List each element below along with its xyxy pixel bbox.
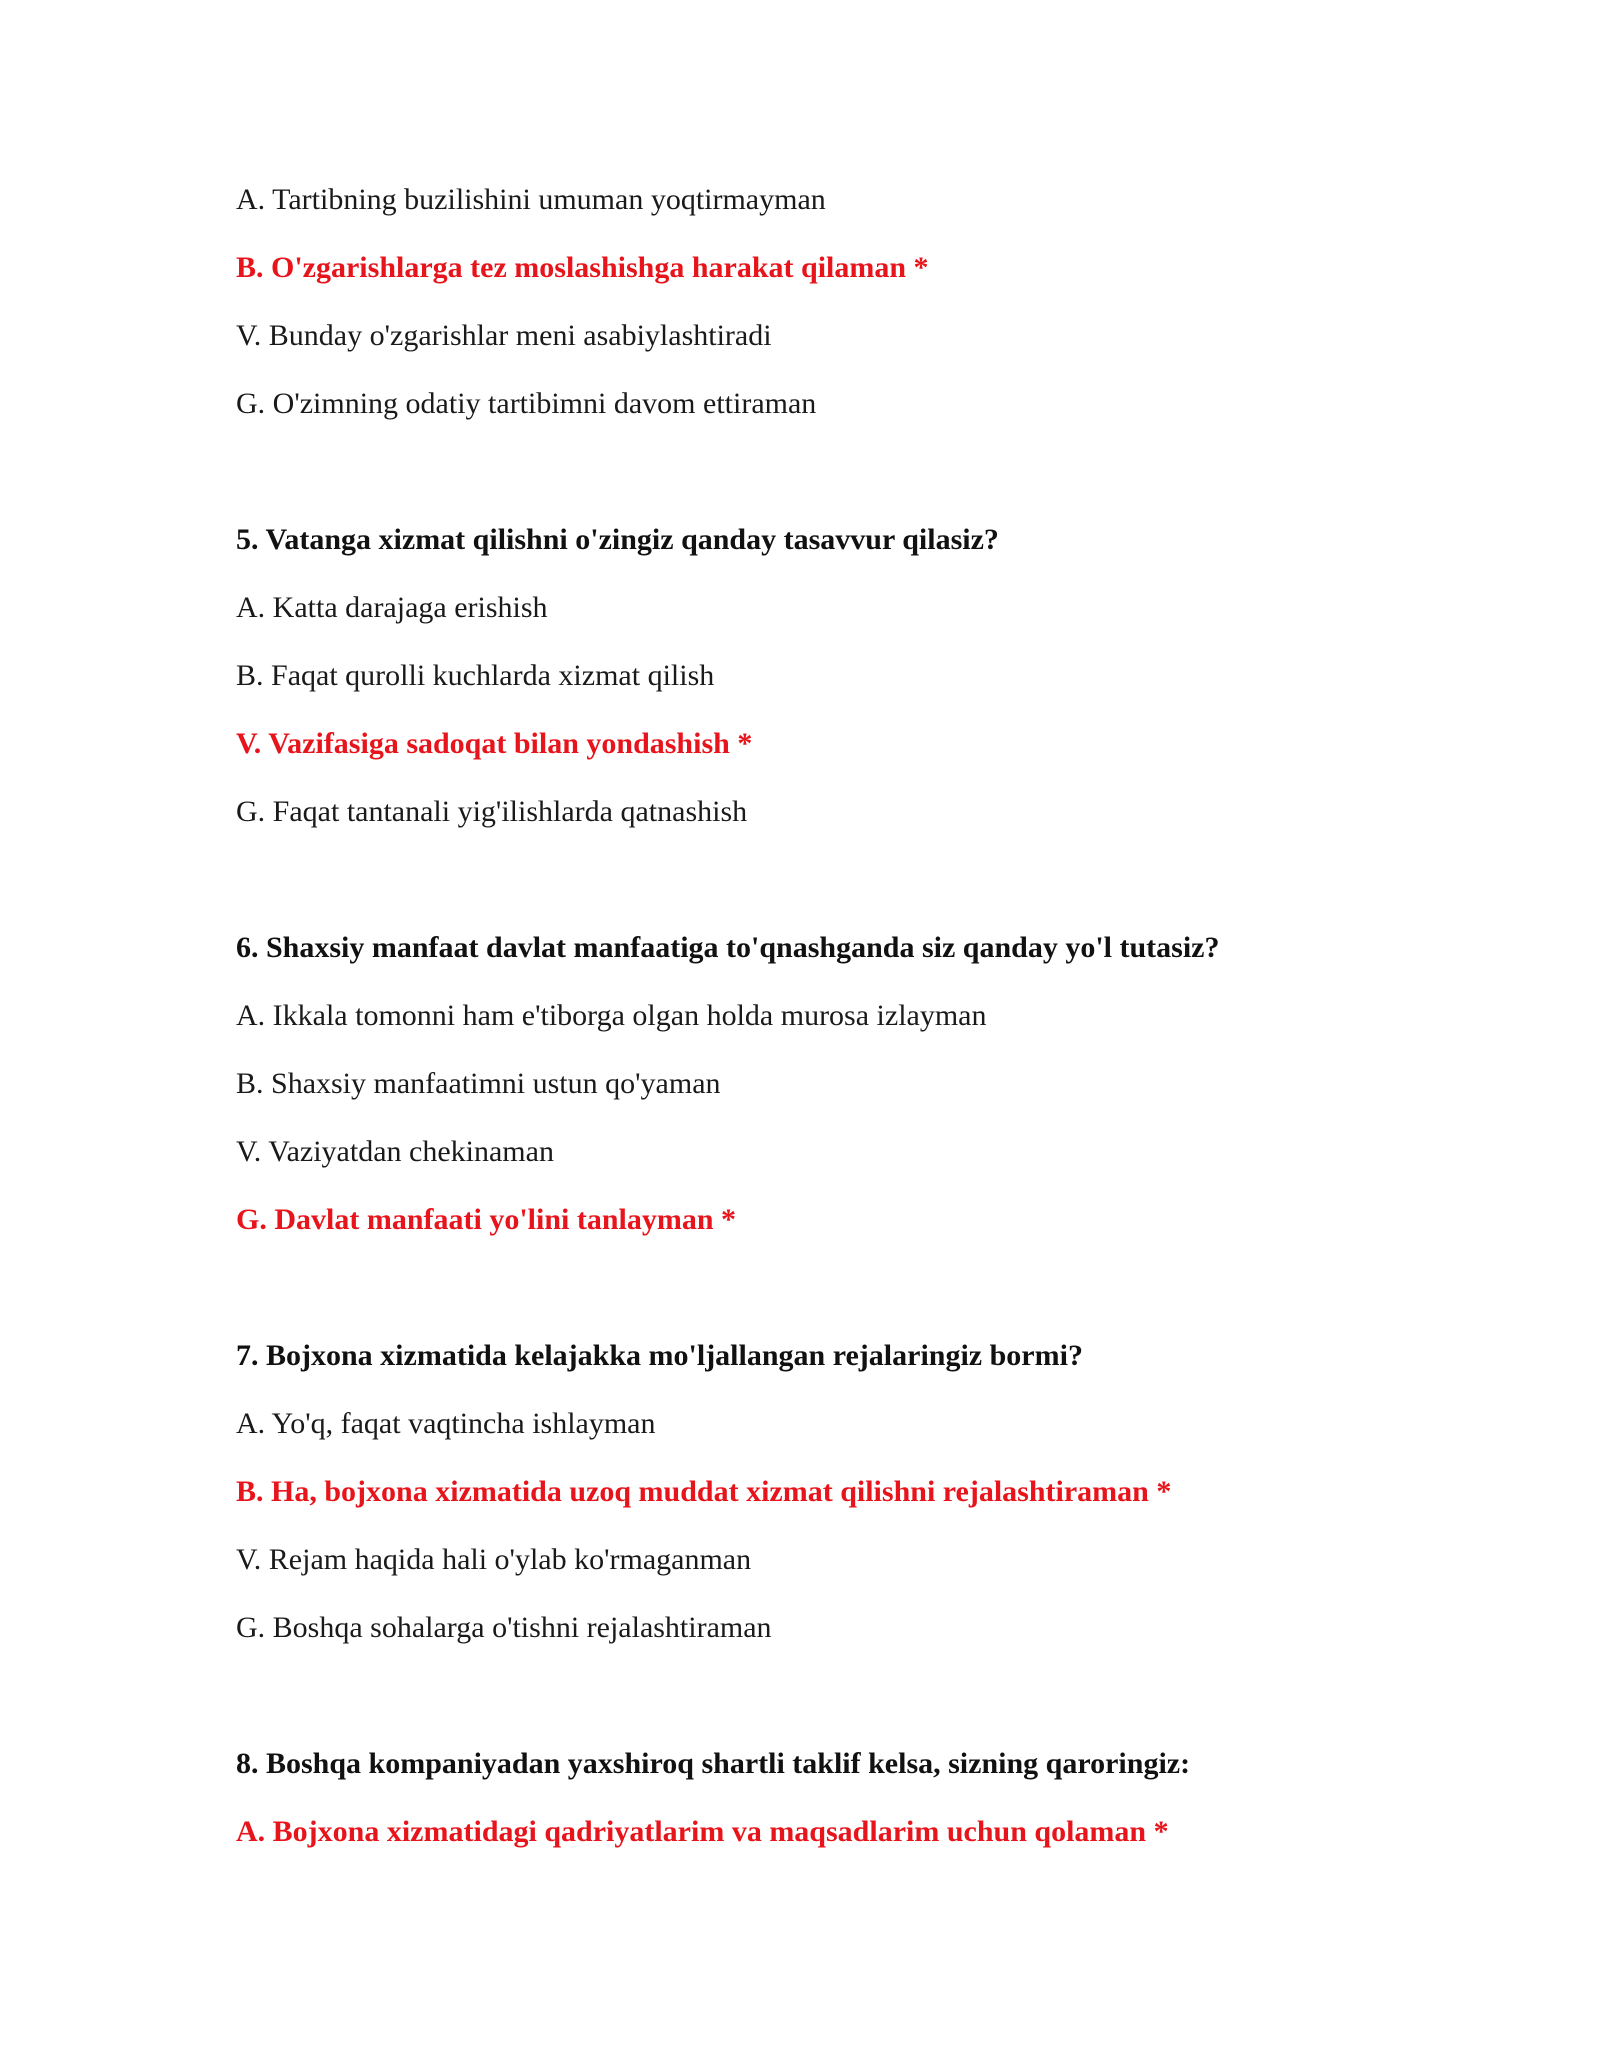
answer-option: G. O'zimning odatiy tartibimni davom ettiraman [236, 387, 817, 420]
answer-option: A. Ikkala tomonni ham e'tiborga olgan holda murosa izlayman [236, 999, 987, 1032]
answer-option: G. Faqat tantanali yig'ilishlarda qatnashish [236, 795, 748, 828]
correct-answer-option: V. Vazifasiga sadoqat bilan yondashish * [236, 727, 753, 760]
question-heading: 5. Vatanga xizmat qilishni o'zingiz qanday tasavvur qilasiz? [236, 523, 999, 556]
answer-option: A. Katta darajaga erishish [236, 591, 548, 624]
quiz-content [236, 182, 1436, 1882]
spacer [236, 862, 1436, 930]
answer-option: G. Boshqa sohalarga o'tishni rejalashtiraman [236, 1611, 772, 1644]
answer-option: A. Yo'q, faqat vaqtincha ishlayman [236, 1407, 656, 1440]
answer-option: V. Bunday o'zgarishlar meni asabiylashtiradi [236, 319, 772, 352]
correct-answer-option: B. O'zgarishlarga tez moslashishga harakat qilaman * [236, 251, 929, 284]
correct-answer-option: G. Davlat manfaati yo'lini tanlayman * [236, 1203, 737, 1236]
answer-option: V. Rejam haqida hali o'ylab ko'rmaganman [236, 1543, 752, 1576]
question-heading: 7. Bojxona xizmatida kelajakka mo'ljallangan rejalaringiz bormi? [236, 1339, 1083, 1372]
answer-option: A. Tartibning buzilishini umuman yoqtirmayman [236, 183, 826, 216]
spacer [236, 1270, 1436, 1338]
spacer [236, 1678, 1436, 1746]
spacer [236, 454, 1436, 522]
correct-answer-option: A. Bojxona xizmatidagi qadriyatlarim va maqsadlarim uchun qolaman * [236, 1815, 1169, 1848]
answer-option: B. Faqat qurolli kuchlarda xizmat qilish [236, 659, 715, 692]
answer-option: B. Shaxsiy manfaatimni ustun qo'yaman [236, 1067, 721, 1100]
correct-answer-option: B. Ha, bojxona xizmatida uzoq muddat xizmat qilishni rejalashtiraman * [236, 1475, 1172, 1508]
question-heading: 8. Boshqa kompaniyadan yaxshiroq shartli taklif kelsa, sizning qaroringiz: [236, 1747, 1191, 1780]
answer-option: V. Vaziyatdan chekinaman [236, 1135, 554, 1168]
question-heading: 6. Shaxsiy manfaat davlat manfaatiga to'qnashganda siz qanday yo'l tutasiz? [236, 931, 1220, 964]
